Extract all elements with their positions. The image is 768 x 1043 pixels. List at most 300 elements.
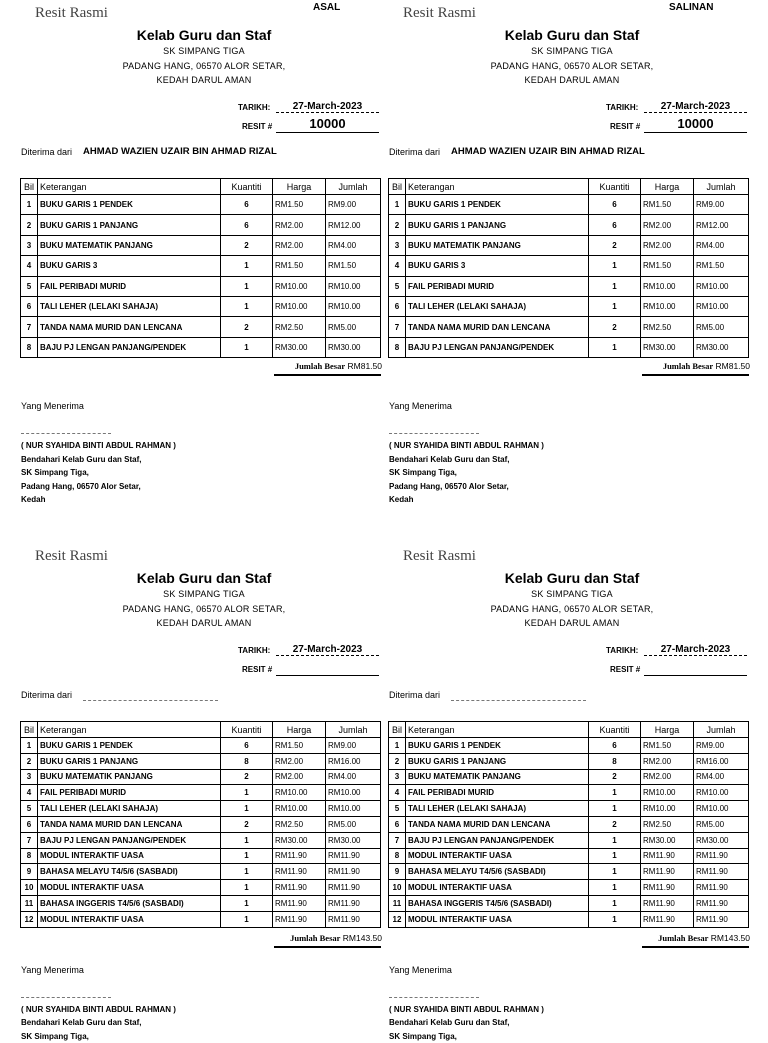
cell-description: BUKU MATEMATIK PANJANG [406, 769, 589, 785]
signature-line [389, 997, 479, 998]
cell-bil: 3 [389, 769, 406, 785]
cell-amount: RM16.00 [326, 753, 381, 769]
cell-quantity: 2 [589, 769, 641, 785]
cell-amount: RM10.00 [326, 785, 381, 801]
cell-amount: RM9.00 [326, 738, 381, 754]
signatory-block [389, 1003, 544, 1043]
header-kuantiti: Kuantiti [221, 179, 273, 195]
table-row [389, 895, 749, 911]
grand-total-label: Jumlah Besar [658, 932, 709, 943]
cell-quantity: 2 [589, 816, 641, 832]
receipt-number [644, 659, 747, 676]
cell-amount: RM5.00 [694, 317, 749, 337]
cell-quantity: 6 [589, 215, 641, 235]
cell-bil: 12 [389, 911, 406, 927]
signatory-line: SK Simpang Tiga, [389, 1031, 457, 1041]
cell-amount: RM11.90 [694, 848, 749, 864]
cell-quantity: 1 [589, 256, 641, 276]
cell-price: RM2.00 [273, 215, 326, 235]
received-from-label: Diterima dari [21, 690, 73, 700]
header-harga: Harga [641, 179, 694, 195]
cell-amount: RM11.90 [326, 911, 381, 927]
date-value: 27-March-2023 [276, 101, 379, 113]
cell-amount: RM11.90 [326, 880, 381, 896]
cell-bil: 3 [21, 235, 38, 255]
header-harga: Harga [641, 722, 694, 738]
table-row [389, 317, 749, 337]
cell-price: RM1.50 [273, 738, 326, 754]
cell-bil: 4 [21, 785, 38, 801]
items-table [388, 178, 749, 358]
total-underline [642, 946, 749, 948]
cell-amount: RM11.90 [694, 895, 749, 911]
cell-quantity: 1 [221, 895, 273, 911]
table-row [21, 848, 381, 864]
table-row [21, 276, 381, 296]
table-header [389, 179, 749, 195]
table-row [21, 911, 381, 927]
table-header [21, 722, 381, 738]
cell-quantity: 1 [221, 785, 273, 801]
cell-description: MODUL INTERAKTIF UASA [38, 848, 221, 864]
table-row [389, 215, 749, 235]
cell-description: TALI LEHER (LELAKI SAHAJA) [406, 296, 589, 316]
cell-amount: RM10.00 [326, 801, 381, 817]
cell-description: BUKU MATEMATIK PANJANG [406, 235, 589, 255]
cell-bil: 4 [389, 785, 406, 801]
cell-bil: 1 [21, 195, 38, 215]
address-line: SK SIMPANG TIGA [531, 46, 613, 56]
cell-bil: 5 [389, 276, 406, 296]
signatory-line: Kedah [389, 495, 414, 505]
cell-bil: 9 [21, 864, 38, 880]
header-kuantiti: Kuantiti [589, 179, 641, 195]
cell-amount: RM10.00 [694, 785, 749, 801]
cell-description: BUKU GARIS 3 [38, 256, 221, 276]
cell-bil: 10 [389, 880, 406, 896]
cell-bil: 7 [389, 832, 406, 848]
table-row [389, 769, 749, 785]
table-row [21, 832, 381, 848]
cell-description: TANDA NAMA MURID DAN LENCANA [406, 816, 589, 832]
cell-description: BUKU GARIS 1 PENDEK [38, 195, 221, 215]
table-row [389, 296, 749, 316]
receiver-label: Yang Menerima [21, 401, 84, 412]
cell-description: BAHASA MELAYU T4/5/6 (SASBADI) [38, 864, 221, 880]
table-row [389, 880, 749, 896]
cell-bil: 3 [389, 235, 406, 255]
cell-amount: RM5.00 [694, 816, 749, 832]
received-from-blank-line [83, 700, 218, 701]
cell-amount: RM1.50 [694, 256, 749, 276]
date-label: TARIKH: [606, 646, 639, 655]
cell-bil: 8 [389, 337, 406, 357]
cell-price: RM1.50 [641, 256, 694, 276]
table-row [21, 785, 381, 801]
cell-quantity: 1 [589, 911, 641, 927]
cell-price: RM1.50 [273, 256, 326, 276]
cell-bil: 11 [389, 895, 406, 911]
header-bil: Bil [389, 179, 406, 195]
header-jumlah: Jumlah [326, 722, 381, 738]
table-row [21, 235, 381, 255]
cell-bil: 5 [389, 801, 406, 817]
cell-amount: RM5.00 [326, 816, 381, 832]
cell-amount: RM10.00 [326, 276, 381, 296]
table-row [389, 195, 749, 215]
date-value: 27-March-2023 [644, 644, 747, 656]
cell-quantity: 1 [589, 337, 641, 357]
receiver-label: Yang Menerima [389, 964, 452, 975]
cell-bil: 5 [21, 801, 38, 817]
grand-total [264, 361, 382, 371]
address-line: SK SIMPANG TIGA [163, 589, 245, 599]
cell-description: MODUL INTERAKTIF UASA [406, 848, 589, 864]
received-from-blank-line [451, 700, 586, 701]
cell-quantity: 2 [589, 235, 641, 255]
cell-description: BUKU MATEMATIK PANJANG [38, 235, 221, 255]
cell-description: BAJU PJ LENGAN PANJANG/PENDEK [406, 832, 589, 848]
cell-price: RM10.00 [273, 801, 326, 817]
cell-price: RM30.00 [273, 337, 326, 357]
receipt-number: 10000 [276, 116, 379, 133]
cell-amount: RM9.00 [694, 195, 749, 215]
cell-price: RM10.00 [641, 296, 694, 316]
cell-bil: 2 [21, 215, 38, 235]
cell-bil: 1 [21, 738, 38, 754]
cell-quantity: 1 [589, 848, 641, 864]
cell-quantity: 2 [221, 317, 273, 337]
date-label: TARIKH: [238, 103, 271, 112]
cell-description: MODUL INTERAKTIF UASA [38, 911, 221, 927]
cell-price: RM2.00 [641, 753, 694, 769]
grand-total-value: RM143.50 [710, 932, 750, 943]
received-from-name: AHMAD WAZIEN UZAIR BIN AHMAD RIZAL [451, 146, 645, 157]
receipt-number: 10000 [644, 116, 747, 133]
header-jumlah: Jumlah [326, 179, 381, 195]
cell-description: BUKU GARIS 1 PENDEK [406, 195, 589, 215]
cell-description: TANDA NAMA MURID DAN LENCANA [38, 317, 221, 337]
cell-bil: 7 [21, 832, 38, 848]
cell-bil: 2 [389, 753, 406, 769]
cell-amount: RM10.00 [694, 296, 749, 316]
cell-quantity: 6 [589, 195, 641, 215]
table-row [21, 337, 381, 357]
header-keterangan: Keterangan [38, 722, 221, 738]
table-header [21, 179, 381, 195]
cell-bil: 3 [21, 769, 38, 785]
grand-total-value: RM81.50 [347, 361, 382, 372]
cell-description: FAIL PERIBADI MURID [406, 785, 589, 801]
cell-price: RM10.00 [273, 276, 326, 296]
cell-amount: RM30.00 [326, 337, 381, 357]
signatory-line: Bendahari Kelab Guru dan Staf, [389, 454, 510, 464]
cell-price: RM10.00 [641, 785, 694, 801]
receipt-title: Resit Rasmi [403, 5, 476, 21]
cell-price: RM30.00 [641, 832, 694, 848]
table-row [21, 769, 381, 785]
cell-amount: RM16.00 [694, 753, 749, 769]
cell-description: BUKU GARIS 1 PANJANG [38, 215, 221, 235]
cell-description: BUKU GARIS 1 PANJANG [406, 215, 589, 235]
table-row [389, 337, 749, 357]
cell-price: RM2.50 [641, 317, 694, 337]
cell-price: RM10.00 [641, 276, 694, 296]
cell-price: RM1.50 [641, 195, 694, 215]
address-line: KEDAH DARUL AMAN [156, 618, 252, 628]
cell-bil: 1 [389, 195, 406, 215]
signatory-line: Bendahari Kelab Guru dan Staf, [389, 1018, 510, 1028]
table-row [21, 738, 381, 754]
header-bil: Bil [21, 722, 38, 738]
cell-description: BUKU GARIS 1 PENDEK [406, 738, 589, 754]
cell-quantity: 1 [221, 911, 273, 927]
table-row [21, 801, 381, 817]
cell-description: BAHASA INGGERIS T4/5/6 (SASBADI) [406, 895, 589, 911]
club-name: Kelab Guru dan Staf [136, 27, 272, 43]
cell-amount: RM11.90 [694, 880, 749, 896]
cell-quantity: 6 [221, 195, 273, 215]
cell-bil: 7 [389, 317, 406, 337]
table-row [389, 256, 749, 276]
signatory-line: ( NUR SYAHIDA BINTI ABDUL RAHMAN ) [21, 1004, 176, 1014]
cell-description: BAJU PJ LENGAN PANJANG/PENDEK [38, 832, 221, 848]
cell-quantity: 1 [221, 864, 273, 880]
cell-quantity: 1 [589, 895, 641, 911]
cell-price: RM11.90 [273, 880, 326, 896]
received-from-name: AHMAD WAZIEN UZAIR BIN AHMAD RIZAL [83, 146, 277, 157]
cell-price: RM11.90 [641, 848, 694, 864]
cell-price: RM2.00 [641, 769, 694, 785]
cell-bil: 5 [21, 276, 38, 296]
cell-price: RM2.50 [641, 816, 694, 832]
cell-description: BUKU GARIS 1 PENDEK [38, 738, 221, 754]
address-line: PADANG HANG, 06570 ALOR SETAR, [490, 61, 654, 71]
cell-quantity: 6 [221, 215, 273, 235]
signatory-line: Padang Hang, 06570 Alor Setar, [389, 481, 509, 491]
cell-quantity: 1 [221, 848, 273, 864]
cell-bil: 6 [389, 816, 406, 832]
cell-price: RM11.90 [641, 880, 694, 896]
cell-quantity: 2 [589, 317, 641, 337]
header-kuantiti: Kuantiti [589, 722, 641, 738]
cell-price: RM11.90 [273, 848, 326, 864]
cell-description: BAJU PJ LENGAN PANJANG/PENDEK [406, 337, 589, 357]
cell-description: BUKU GARIS 1 PANJANG [406, 753, 589, 769]
cell-description: BAHASA INGGERIS T4/5/6 (SASBADI) [38, 895, 221, 911]
cell-amount: RM30.00 [326, 832, 381, 848]
grand-total-label: Jumlah Besar [294, 361, 346, 372]
cell-amount: RM11.90 [326, 895, 381, 911]
cell-amount: RM10.00 [326, 296, 381, 316]
cell-quantity: 1 [221, 337, 273, 357]
cell-amount: RM4.00 [326, 769, 381, 785]
cell-quantity: 8 [589, 753, 641, 769]
cell-amount: RM1.50 [326, 256, 381, 276]
cell-quantity: 1 [221, 256, 273, 276]
signatory-line: Bendahari Kelab Guru dan Staf, [21, 1018, 142, 1028]
address-line: PADANG HANG, 06570 ALOR SETAR, [490, 604, 654, 614]
total-underline [274, 374, 381, 376]
table-row [389, 864, 749, 880]
cell-amount: RM12.00 [694, 215, 749, 235]
cell-quantity: 1 [589, 276, 641, 296]
received-from-label: Diterima dari [21, 147, 73, 157]
cell-price: RM11.90 [641, 895, 694, 911]
cell-amount: RM10.00 [694, 801, 749, 817]
header-keterangan: Keterangan [406, 722, 589, 738]
table-row [21, 256, 381, 276]
received-from-label: Diterima dari [389, 147, 441, 157]
table-row [21, 195, 381, 215]
signature-line [21, 997, 111, 998]
cell-description: FAIL PERIBADI MURID [38, 785, 221, 801]
cell-quantity: 8 [221, 753, 273, 769]
signatory-line: Padang Hang, 06570 Alor Setar, [21, 481, 141, 491]
cell-price: RM11.90 [273, 864, 326, 880]
table-row [389, 816, 749, 832]
receipt-title: Resit Rasmi [403, 548, 476, 564]
grand-total-label: Jumlah Besar [290, 932, 341, 943]
date-value: 27-March-2023 [644, 101, 747, 113]
total-underline [642, 374, 749, 376]
signatory-line: SK Simpang Tiga, [389, 468, 457, 478]
header-harga: Harga [273, 722, 326, 738]
signatory-line: ( NUR SYAHIDA BINTI ABDUL RAHMAN ) [389, 1004, 544, 1014]
cell-description: BUKU GARIS 3 [406, 256, 589, 276]
header-jumlah: Jumlah [694, 179, 749, 195]
cell-quantity: 1 [589, 801, 641, 817]
table-row [389, 832, 749, 848]
club-name: Kelab Guru dan Staf [504, 570, 640, 586]
cell-amount: RM11.90 [694, 864, 749, 880]
cell-bil: 6 [21, 296, 38, 316]
header-keterangan: Keterangan [38, 179, 221, 195]
receipt-number-label: RESIT # [610, 665, 641, 674]
cell-quantity: 1 [221, 276, 273, 296]
cell-amount: RM9.00 [694, 738, 749, 754]
items-table [20, 721, 381, 928]
cell-price: RM2.00 [641, 215, 694, 235]
cell-price: RM2.00 [641, 235, 694, 255]
date-label: TARIKH: [606, 103, 639, 112]
address-line: SK SIMPANG TIGA [163, 46, 245, 56]
cell-price: RM30.00 [273, 832, 326, 848]
cell-bil: 8 [389, 848, 406, 864]
grand-total [264, 933, 382, 943]
cell-quantity: 1 [589, 864, 641, 880]
cell-price: RM11.90 [641, 864, 694, 880]
cell-description: TANDA NAMA MURID DAN LENCANA [406, 317, 589, 337]
cell-price: RM2.00 [273, 753, 326, 769]
cell-description: BAHASA MELAYU T4/5/6 (SASBADI) [406, 864, 589, 880]
receiver-label: Yang Menerima [21, 964, 84, 975]
table-row [21, 816, 381, 832]
header-harga: Harga [273, 179, 326, 195]
table-row [21, 880, 381, 896]
cell-quantity: 1 [221, 832, 273, 848]
cell-description: TALI LEHER (LELAKI SAHAJA) [406, 801, 589, 817]
cell-price: RM2.00 [273, 769, 326, 785]
cell-price: RM10.00 [273, 785, 326, 801]
grand-total [632, 933, 750, 943]
cell-description: BUKU GARIS 1 PANJANG [38, 753, 221, 769]
cell-bil: 4 [21, 256, 38, 276]
cell-amount: RM4.00 [694, 235, 749, 255]
cell-bil: 7 [21, 317, 38, 337]
header-bil: Bil [21, 179, 38, 195]
cell-price: RM2.50 [273, 816, 326, 832]
address-line: PADANG HANG, 06570 ALOR SETAR, [122, 604, 286, 614]
cell-description: TANDA NAMA MURID DAN LENCANA [38, 816, 221, 832]
cell-amount: RM4.00 [326, 235, 381, 255]
table-row [389, 911, 749, 927]
cell-bil: 8 [21, 337, 38, 357]
items-table [388, 721, 749, 928]
date-value: 27-March-2023 [276, 644, 379, 656]
cell-bil: 12 [21, 911, 38, 927]
cell-description: FAIL PERIBADI MURID [38, 276, 221, 296]
table-row [21, 317, 381, 337]
cell-description: MODUL INTERAKTIF UASA [406, 880, 589, 896]
receipt-title: Resit Rasmi [35, 5, 108, 21]
cell-amount: RM12.00 [326, 215, 381, 235]
cell-description: TALI LEHER (LELAKI SAHAJA) [38, 296, 221, 316]
cell-bil: 4 [389, 256, 406, 276]
cell-description: FAIL PERIBADI MURID [406, 276, 589, 296]
club-name: Kelab Guru dan Staf [504, 27, 640, 43]
cell-price: RM11.90 [273, 895, 326, 911]
cell-description: BAJU PJ LENGAN PANJANG/PENDEK [38, 337, 221, 357]
header-keterangan: Keterangan [406, 179, 589, 195]
cell-amount: RM30.00 [694, 337, 749, 357]
table-row [21, 895, 381, 911]
cell-quantity: 6 [589, 738, 641, 754]
cell-bil: 9 [389, 864, 406, 880]
signatory-block [21, 439, 176, 507]
cell-bil: 6 [21, 816, 38, 832]
receipt-number-label: RESIT # [242, 665, 273, 674]
grand-total [632, 361, 750, 371]
cell-bil: 2 [389, 215, 406, 235]
cell-price: RM10.00 [641, 801, 694, 817]
header-kuantiti: Kuantiti [221, 722, 273, 738]
cell-price: RM11.90 [273, 911, 326, 927]
received-from-label: Diterima dari [389, 690, 441, 700]
grand-total-label: Jumlah Besar [662, 361, 714, 372]
cell-price: RM11.90 [641, 911, 694, 927]
receipt-number-label: RESIT # [610, 122, 641, 131]
table-row [389, 235, 749, 255]
table-row [389, 848, 749, 864]
cell-amount: RM11.90 [694, 911, 749, 927]
cell-quantity: 2 [221, 235, 273, 255]
cell-bil: 2 [21, 753, 38, 769]
cell-description: MODUL INTERAKTIF UASA [38, 880, 221, 896]
cell-description: BUKU MATEMATIK PANJANG [38, 769, 221, 785]
address-line: KEDAH DARUL AMAN [156, 75, 252, 85]
cell-amount: RM30.00 [694, 832, 749, 848]
cell-bil: 6 [389, 296, 406, 316]
table-row [389, 276, 749, 296]
table-row [389, 753, 749, 769]
cell-amount: RM10.00 [694, 276, 749, 296]
address-line: PADANG HANG, 06570 ALOR SETAR, [122, 61, 286, 71]
receipt-number [276, 659, 379, 676]
cell-price: RM30.00 [641, 337, 694, 357]
signatory-line: ( NUR SYAHIDA BINTI ABDUL RAHMAN ) [21, 441, 176, 451]
table-row [389, 785, 749, 801]
